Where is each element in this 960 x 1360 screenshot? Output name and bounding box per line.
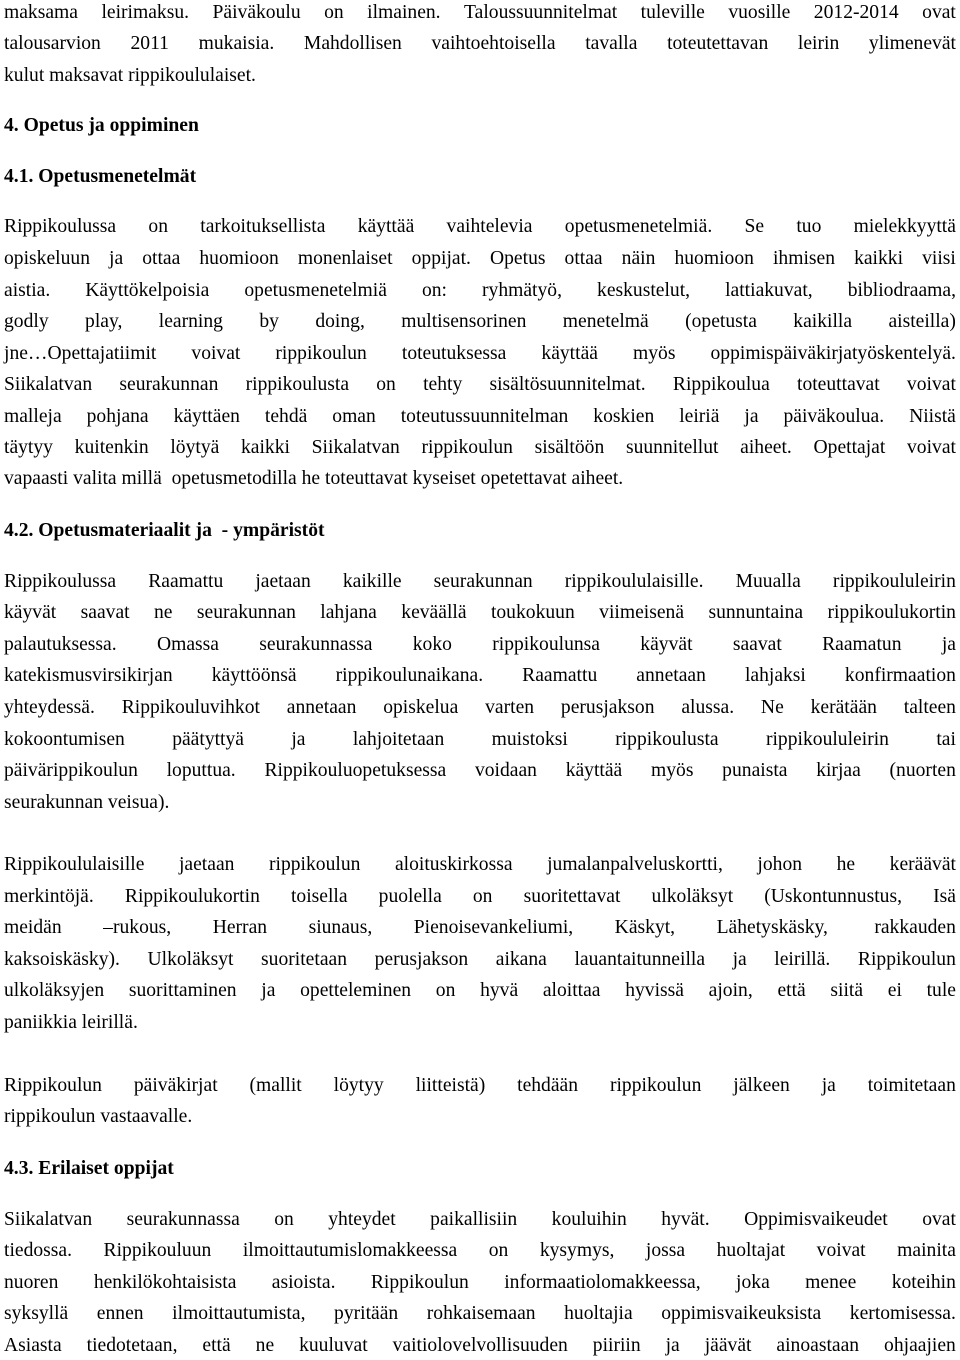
word: Raamattu — [148, 571, 224, 592]
text-line — [4, 570, 956, 594]
word: ja — [261, 980, 276, 1001]
word: suoritetaan — [261, 949, 348, 970]
word: tiedotetaan, — [86, 1335, 178, 1356]
subsection-heading: 4.3. Erilaiset oppijat — [4, 1158, 174, 1179]
word: ne — [153, 602, 173, 623]
word: katekismusvirsikirjan — [4, 665, 173, 686]
word: tehty — [423, 374, 463, 395]
word: päätyttyä — [172, 729, 244, 750]
text-line — [4, 948, 956, 972]
word: ryhmätyö, — [482, 280, 562, 301]
word: rippikoulusta — [615, 729, 719, 750]
word: ja — [744, 406, 759, 427]
text-line — [4, 853, 956, 877]
word: by — [259, 311, 279, 332]
word: annetaan — [286, 697, 357, 718]
word: käyttää — [565, 760, 623, 781]
text-line — [4, 342, 956, 366]
word: Rippikoulun — [857, 949, 956, 970]
word: rippikoululeirin — [765, 729, 889, 750]
word: pohjana — [86, 406, 149, 427]
word: toteutussuunnitelman — [400, 406, 569, 427]
text-line: seurakunnan veisua). — [4, 792, 170, 813]
word: ainoastaan — [776, 1335, 860, 1356]
word: löytyy — [333, 1075, 384, 1096]
word: toteutuksessa — [401, 343, 507, 364]
word: saavat — [80, 602, 130, 623]
word: rippikoulun — [609, 1075, 702, 1096]
word: on — [435, 980, 456, 1001]
word: ei — [887, 980, 902, 1001]
text-line — [4, 310, 956, 334]
text-line: paniikkia leirillä. — [4, 1012, 138, 1033]
word: Opetus — [489, 248, 546, 269]
word: käyvät — [4, 602, 57, 623]
word: käyvät — [640, 634, 693, 655]
word: Se — [744, 216, 765, 237]
word: Muualla — [735, 571, 801, 592]
word: (nuorten — [889, 760, 956, 781]
word: kaksoiskäsky). — [4, 949, 120, 970]
text-line — [4, 436, 956, 460]
word: joka — [736, 1272, 770, 1293]
word: hyvissä — [625, 980, 684, 1001]
word: tehdä — [264, 406, 308, 427]
word: Käyttökelpoisia — [85, 280, 210, 301]
word: ovat — [922, 1209, 956, 1230]
word: on — [324, 2, 344, 23]
word: Rippikoululaisille — [4, 854, 145, 875]
word: kouluihin — [551, 1209, 627, 1230]
word: oppijat. — [411, 248, 471, 269]
word: aiheet. — [740, 437, 792, 458]
text-line — [4, 633, 956, 657]
word: toukokuun — [490, 602, 575, 623]
word: keräävät — [889, 854, 956, 875]
word: rippikoulunaikana. — [335, 665, 484, 686]
word: ja — [109, 248, 124, 269]
word: puolella — [378, 886, 442, 907]
word: monenlaiset — [297, 248, 393, 269]
word: ne — [255, 1335, 275, 1356]
word: 2011 — [130, 33, 169, 54]
word: huoltajat — [716, 1240, 786, 1261]
word: rippikoululeirin — [832, 571, 956, 592]
word: talousarvion — [4, 33, 101, 54]
word: doing, — [315, 311, 365, 332]
word: konfirmaation — [844, 665, 956, 686]
word: ajoin, — [708, 980, 753, 1001]
word: seurakunnan — [119, 374, 219, 395]
word: käyttää — [541, 343, 598, 364]
text-line: rippikoulun vastaavalle. — [4, 1106, 193, 1127]
word: syksyllä — [4, 1303, 69, 1324]
word: kokoontumisen — [4, 729, 125, 750]
word: ja — [941, 634, 956, 655]
text-line — [4, 1271, 956, 1295]
word: koteihin — [891, 1272, 956, 1293]
word: opetteleminen — [300, 980, 412, 1001]
text-line — [4, 373, 956, 397]
text-line — [4, 1334, 956, 1358]
word: huoltajia — [564, 1303, 633, 1324]
word: saavat — [732, 634, 782, 655]
word: voivat — [191, 343, 241, 364]
word: multisensorinen — [401, 311, 527, 332]
word: ja — [665, 1335, 680, 1356]
word: mielekkyyttä — [853, 216, 956, 237]
word: informaatiolomakkeessa, — [504, 1272, 701, 1293]
word: 2012-2014 — [813, 2, 899, 23]
text-line: kulut maksavat rippikoululaiset. — [4, 65, 256, 86]
word: Herran — [212, 917, 268, 938]
word: kuuluvat — [299, 1335, 368, 1356]
subsection-heading: 4.2. Opetusmateriaalit ja - ympäristöt — [4, 520, 325, 541]
word: sunnuntaina — [708, 602, 804, 623]
word: kuitenkin — [74, 437, 149, 458]
word: näin — [621, 248, 656, 269]
word: käyttäen — [173, 406, 240, 427]
word: siitä — [830, 980, 864, 1001]
word: Isä — [933, 886, 956, 907]
word: ihmisen — [772, 248, 836, 269]
word: vaihtoehtoisella — [431, 33, 556, 54]
word: oman — [332, 406, 376, 427]
word: aloituskirkossa — [394, 854, 513, 875]
word: aloittaa — [542, 980, 601, 1001]
text-line — [4, 32, 956, 56]
word: Raamatun — [822, 634, 902, 655]
word: perusjakson — [374, 949, 469, 970]
word: tehdään — [517, 1075, 579, 1096]
word: merkintöjä. — [4, 886, 94, 907]
word: käyttää — [357, 216, 415, 237]
word: voivat — [906, 437, 956, 458]
word: Rippikoulussa — [4, 571, 117, 592]
word: Lähetyskäsky, — [716, 917, 833, 938]
word: kaikilla — [793, 311, 853, 332]
word: oppimispäiväkirjatyöskentelyä. — [710, 343, 956, 364]
word: Niistä — [909, 406, 956, 427]
word: ja — [732, 949, 747, 970]
word: hyvät. — [661, 1209, 710, 1230]
word: kerätään — [810, 697, 877, 718]
word: rippikoulun — [275, 343, 367, 364]
word: aisteilla) — [888, 311, 956, 332]
text-line — [4, 696, 956, 720]
word: seurakunnan — [433, 571, 533, 592]
word: toimitetaan — [867, 1075, 956, 1096]
word: käyttöönsä — [211, 665, 297, 686]
word: bibliodraama, — [847, 280, 956, 301]
word: –rukous, — [103, 917, 172, 938]
word: yhteydessä. — [4, 697, 95, 718]
word: keväällä — [401, 602, 467, 623]
word: toteuttavat — [797, 374, 880, 395]
word: Taloussuunnitelmat — [464, 2, 618, 23]
word: rippikoulukortin — [827, 602, 956, 623]
word: ottaa — [564, 248, 603, 269]
word: Rippikouluopetuksessa — [264, 760, 447, 781]
text-line — [4, 916, 956, 940]
word: ylimenevät — [868, 33, 956, 54]
word: voivat — [906, 374, 956, 395]
word: koko — [412, 634, 452, 655]
word: lahjoitetaan — [352, 729, 445, 750]
word: leirin — [797, 33, 840, 54]
subsection-heading: 4.1. Opetusmenetelmät — [4, 166, 197, 187]
text-line — [4, 1302, 956, 1326]
word: opiskeluun — [4, 248, 90, 269]
word: maksama — [4, 2, 78, 23]
word: leirimaksu. — [101, 2, 190, 23]
word: vaitiolovelvollisuuden — [392, 1335, 568, 1356]
word: tule — [926, 980, 956, 1001]
word: voidaan — [474, 760, 537, 781]
word: lahjaksi — [744, 665, 806, 686]
text-line — [4, 601, 956, 625]
word: perusjakson — [560, 697, 655, 718]
word: vuosille — [728, 2, 791, 23]
word: ja — [821, 1075, 836, 1096]
word: punaista — [722, 760, 788, 781]
word: voivat — [816, 1240, 866, 1261]
word: menee — [805, 1272, 857, 1293]
word: Ne — [760, 697, 784, 718]
word: Käskyt, — [614, 917, 676, 938]
word: Rippikoulukortin — [124, 886, 260, 907]
word: Omassa — [156, 634, 219, 655]
word: kaikki — [854, 248, 904, 269]
text-line — [4, 215, 956, 239]
word: rippikoulunsa — [492, 634, 600, 655]
word: opetusmenetelmiä. — [564, 216, 713, 237]
word: lattiakuvat, — [725, 280, 813, 301]
text-line — [4, 405, 956, 429]
word: piiriin — [592, 1335, 641, 1356]
word: opiskelua — [383, 697, 459, 718]
word: ilmoittautumislomakkeessa — [242, 1240, 458, 1261]
word: jaetaan — [178, 854, 235, 875]
word: viimeisenä — [599, 602, 685, 623]
word: lahjana — [320, 602, 377, 623]
word: aikana — [495, 949, 547, 970]
text-line — [4, 759, 956, 783]
word: seurakunnassa — [259, 634, 373, 655]
word: vaihtelevia — [446, 216, 533, 237]
word: Rippikouluun — [103, 1240, 212, 1261]
word: Rippikoulun — [370, 1272, 469, 1293]
word: Oppimisvaikeudet — [744, 1209, 888, 1230]
word: seurakunnassa — [126, 1209, 240, 1230]
word: löytyä — [170, 437, 220, 458]
word: Rippikoulun — [4, 1075, 102, 1096]
word: leiriä — [679, 406, 720, 427]
word: kertomisessa. — [849, 1303, 956, 1324]
word: Rippikoulua — [672, 374, 770, 395]
word: rippikoulusta — [245, 374, 350, 395]
text-line — [4, 728, 956, 752]
word: ilmoittautumista, — [172, 1303, 306, 1324]
word: learning — [158, 311, 223, 332]
word: oppimisvaikeuksista — [661, 1303, 822, 1324]
word: suorittaminen — [128, 980, 237, 1001]
word: jaetaan — [255, 571, 311, 592]
word: yhteydet — [328, 1209, 396, 1230]
word: viisi — [922, 248, 956, 269]
text-line — [4, 1208, 956, 1232]
text-line — [4, 885, 956, 909]
word: liitteistä) — [415, 1075, 486, 1096]
word: palautuksessa. — [4, 634, 117, 655]
word: Päiväkoulu — [212, 2, 301, 23]
word: rakkauden — [874, 917, 956, 938]
text-line — [4, 1239, 956, 1263]
word: loputtua. — [166, 760, 236, 781]
word: malleja — [4, 406, 62, 427]
word: rippikoululaisille. — [564, 571, 704, 592]
word: kysymys, — [539, 1240, 615, 1261]
word: Ulkoläksyt — [147, 949, 234, 970]
word: myös — [650, 760, 694, 781]
word: henkilökohtaisista — [93, 1272, 237, 1293]
word: huomioon — [199, 248, 279, 269]
word: jumalanpalveluskortti, — [547, 854, 723, 875]
word: on — [488, 1240, 509, 1261]
word: ennen — [96, 1303, 144, 1324]
text-line — [4, 247, 956, 271]
word: tarkoituksellista — [200, 216, 326, 237]
word: hyvä — [480, 980, 519, 1001]
word: Pienoisevankeliumi, — [413, 917, 574, 938]
word: aistia. — [4, 280, 51, 301]
text-line — [4, 1074, 956, 1098]
word: toisella — [290, 886, 348, 907]
word: ohjaajien — [884, 1335, 956, 1356]
word: johon — [757, 854, 803, 875]
word: tuleville — [640, 2, 705, 23]
word: rippikoulun — [421, 437, 513, 458]
word: he — [836, 854, 856, 875]
word: sisältöön — [534, 437, 605, 458]
word: keskustelut, — [597, 280, 691, 301]
word: (Uskontunnustus, — [764, 886, 902, 907]
word: tavalla — [585, 33, 638, 54]
word: mukaisia. — [198, 33, 275, 54]
word: muistoksi — [491, 729, 568, 750]
word: sisältösuunnitelmat. — [489, 374, 646, 395]
word: päiväkoulua. — [783, 406, 885, 427]
text-line — [4, 664, 956, 688]
word: asioista. — [271, 1272, 336, 1293]
word: kaikille — [342, 571, 402, 592]
word: että — [202, 1335, 231, 1356]
word: kaikki — [241, 437, 290, 458]
word: täytyy — [4, 437, 53, 458]
word: että — [777, 980, 806, 1001]
word: ja — [291, 729, 306, 750]
word: Siikalatvan — [4, 374, 93, 395]
word: on — [376, 374, 396, 395]
word: jossa — [645, 1240, 686, 1261]
word: suoritettavat — [523, 886, 621, 907]
word: pyritään — [334, 1303, 399, 1324]
word: Rippikoulussa — [4, 216, 117, 237]
word: ulkoläksyt — [651, 886, 734, 907]
word: Mahdollisen — [303, 33, 402, 54]
word: (mallit — [249, 1075, 302, 1096]
word: mainita — [897, 1240, 956, 1261]
word: (opetusta — [685, 311, 757, 332]
word: päiväkirjat — [133, 1075, 218, 1096]
word: on — [472, 886, 493, 907]
word: varten — [485, 697, 535, 718]
word: suunnitellut — [625, 437, 719, 458]
word: seurakunnan — [196, 602, 296, 623]
word: Siikalatvan — [311, 437, 400, 458]
word: play, — [85, 311, 123, 332]
word: Opettajat — [813, 437, 886, 458]
word: jäävät — [704, 1335, 752, 1356]
word: koskien — [593, 406, 655, 427]
word: myös — [633, 343, 676, 364]
word: jne…Opettajatiimit — [4, 343, 157, 364]
word: tai — [936, 729, 956, 750]
word: Raamattu — [522, 665, 598, 686]
word: Siikalatvan — [4, 1209, 93, 1230]
word: rippikoulun — [269, 854, 361, 875]
word: menetelmä — [562, 311, 649, 332]
word: nuoren — [4, 1272, 59, 1293]
word: kirjaa — [816, 760, 861, 781]
word: ottaa — [142, 248, 181, 269]
word: toteutettavan — [667, 33, 769, 54]
word: jälkeen — [733, 1075, 790, 1096]
word: päivärippikoulun — [4, 760, 138, 781]
word: lauantaitunneilla — [574, 949, 706, 970]
word: alussa. — [681, 697, 735, 718]
word: ulkoläksyjen — [4, 980, 105, 1001]
word: on — [274, 1209, 294, 1230]
word: tiedossa. — [4, 1240, 73, 1261]
word: opetusmenetelmiä — [244, 280, 387, 301]
word: Asiasta — [4, 1335, 62, 1356]
word: Rippikouluvihkot — [121, 697, 260, 718]
text-line: vapaasti valita millä opetusmetodilla he toteuttavat kyseiset opetettavat aiheet. — [4, 468, 624, 489]
word: tuo — [796, 216, 822, 237]
word: siunaus, — [308, 917, 373, 938]
section-heading: 4. Opetus ja oppiminen — [4, 115, 199, 136]
text-line — [4, 279, 956, 303]
word: talteen — [903, 697, 956, 718]
word: huomioon — [674, 248, 754, 269]
text-line — [4, 1, 956, 25]
word: leirillä. — [774, 949, 831, 970]
word: godly — [4, 311, 49, 332]
word: ilmainen. — [367, 2, 441, 23]
word: ovat — [922, 2, 956, 23]
word: on: — [421, 280, 447, 301]
word: on — [148, 216, 168, 237]
word: annetaan — [636, 665, 706, 686]
word: rohkaisemaan — [426, 1303, 536, 1324]
word: paikallisiin — [430, 1209, 518, 1230]
text-line — [4, 979, 956, 1003]
word: meidän — [4, 917, 62, 938]
